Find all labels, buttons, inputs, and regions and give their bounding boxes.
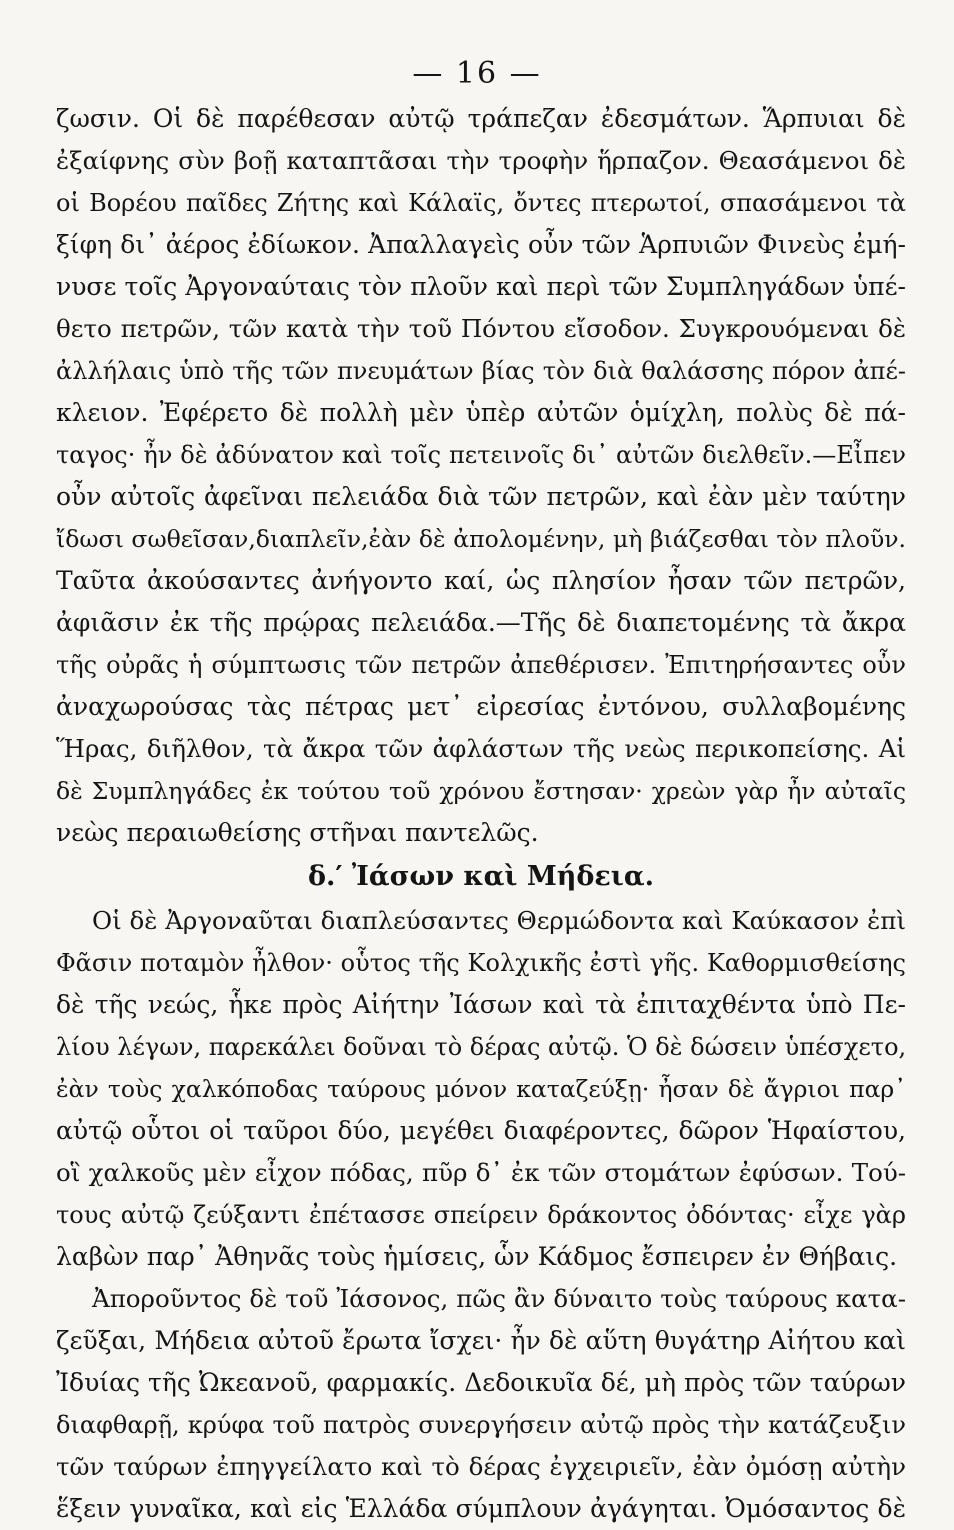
text-line: τῆς οὐρᾶς ἡ σύμπτωσις τῶν πετρῶν ἀπεθέρισεν. Ἐπιτηρήσαντες οὖν [56,651,906,679]
text-line: Οἱ δὲ Ἀργοναῦται διαπλεύσαντες Θερμώδοντα καὶ Καύκασον ἐπὶ [92,906,906,935]
text-line: ἀλλήλαις ὑπὸ τῆς τῶν πνευμάτων βίας τὸν διὰ θαλάσσης πόρον ἀπέ- [56,357,906,385]
text-line: ἐὰν τοὺς χαλκόποδας ταύρους μόνον καταζεύξῃ· ἦσαν δὲ ἄγριοι παρ᾽ [56,1075,906,1103]
text-line: οὖν αὐτοῖς ἀφεῖναι πελειάδα διὰ τῶν πετρῶν, καὶ ἐὰν μὲν ταύτην [56,482,906,511]
text-line: ζωσιν. Οἱ δὲ παρέθεσαν αὐτῷ τράπεζαν ἐδεσμάτων. Ἅρπυιαι δὲ [56,104,906,133]
text-line: ἀναχωρούσας τὰς πέτρας μετ᾽ εἰρεσίας ἐντόνου, συλλαβομένης [56,692,906,721]
text-line: ἴδωσι σωθεῖσαν,διαπλεῖν,ἐὰν δὲ ἀπολομένην, μὴ βιάζεσθαι τὸν πλοῦν. [56,525,906,553]
text-line: Φᾶσιν ποταμὸν ἦλθον· οὗτος τῆς Κολχικῆς ἐστὶ γῆς. Καθορμισθείσης [56,949,906,977]
text-line: δὲ Συμπληγάδες ἐκ τούτου τοῦ χρόνου ἔστησαν· χρεὼν γὰρ ἦν αὐταῖς [56,777,906,805]
page-body [56,98,906,1530]
paragraph-3 [56,1278,906,1530]
text-line: Ἀποροῦντος δὲ τοῦ Ἰάσονος, πῶς ἂν δύναιτο τοὺς ταύρους κατα- [92,1284,906,1313]
text-line: νυσε τοῖς Ἀργοναύταις τὸν πλοῦν καὶ περὶ τῶν Συμπληγάδων ὑπέ- [56,272,906,301]
text-line: ἀφιᾶσιν ἐκ τῆς πρῴρας πελειάδα.—Τῆς δὲ διαπετομένης τὰ ἄκρα [56,608,906,637]
text-line: Ἰδυίας τῆς Ὠκεανοῦ, φαρμακίς. Δεδοικυῖα δέ, μὴ πρὸς τῶν ταύρων [56,1368,906,1397]
text-line: Ἥρας, διῆλθον, τὰ ἄκρα τῶν ἀφλάστων τῆς νεὼς περικοπείσης. Αἱ [56,734,906,763]
text-line: ξίφη δι᾽ ἀέρος ἐδίωκον. Ἀπαλλαγεὶς οὖν τῶν Ἁρπυιῶν Φινεὺς ἐμή- [56,230,906,259]
text-line: Ταῦτα ἀκούσαντες ἀνήγοντο καί, ὡς πλησίον ἦσαν τῶν πετρῶν, [56,566,906,595]
text-line: αὐτῷ οὗτοι οἱ ταῦροι δύο, μεγέθει διαφέροντες, δῶρον Ἡφαίστου, [56,1116,906,1145]
text-line: διαφθαρῇ, κρύφα τοῦ πατρὸς συνεργήσειν αὐτῷ πρὸς τὴν κατάζευξιν [56,1411,906,1439]
text-line: ζεῦξαι, Μήδεια αὐτοῦ ἔρωτα ἴσχει· ἦν δὲ αὕτη θυγάτηρ Αἰήτου καὶ [56,1326,906,1355]
text-line: θετο πετρῶν, τῶν κατὰ τὴν τοῦ Πόντου εἴσοδον. Συγκρουόμεναι δὲ [56,314,906,343]
paragraph-1 [56,98,906,854]
text-line: κλειον. Ἐφέρετο δὲ πολλὴ μὲν ὑπὲρ αὐτῶν ὁμίχλη, πολὺς δὲ πά- [56,398,906,427]
text-line: ἕξειν γυναῖκα, καὶ εἰς Ἑλλάδα σύμπλουν ἀγάγηται. Ὀμόσαντος δὲ [56,1494,906,1523]
text-line: λίου λέγων, παρεκάλει δοῦναι τὸ δέρας αὐτῷ. Ὁ δὲ δώσειν ὑπέσχετο, [56,1033,906,1061]
text-line: νεὼς περαιωθείσης στῆναι παντελῶς. [56,818,539,847]
text-line: λαβὼν παρ᾽ Ἀθηνᾶς τοὺς ἡμίσεις, ὧν Κάδμος ἔσπειρεν ἐν Θήβαις. [56,1242,898,1271]
text-line: ταγος· ἦν δὲ ἀδύνατον καὶ τοῖς πετεινοῖς δι᾽ αὐτῶν διελθεῖν.—Εἶπεν [56,441,906,469]
text-line: δὲ τῆς νεώς, ἧκε πρὸς Αἰήτην Ἰάσων καὶ τὰ ἐπιταχθέντα ὑπὸ Πε- [56,990,906,1019]
text-line: τους αὐτῷ ζεύξαντι ἐπέτασσε σπείρειν δράκοντος ὀδόντας· εἶχε γὰρ [56,1201,906,1229]
paragraph-2 [56,900,906,1278]
text-line: τῶν ταύρων ἐπηγγείλατο καὶ τὸ δέρας ἐγχειριεῖν, ἐὰν ὀμόσῃ αὐτὴν [56,1452,906,1481]
page-number: — 16 — [412,56,542,91]
text-line: οἳ χαλκοῦς μὲν εἶχον πόδας, πῦρ δ᾽ ἐκ τῶν στομάτων ἐφύσων. Τού- [56,1158,906,1187]
section-heading: δ.′ Ἰάσων καὶ Μήδεια. [307,861,655,892]
text-line: οἱ Βορέου παῖδες Ζήτης καὶ Κάλαϊς, ὄντες πτερωτοί, σπασάμενοι τὰ [56,189,906,217]
text-line: ἐξαίφνης σὺν βοῇ καταπτᾶσαι τὴν τροφὴν ἥρπαζον. Θεασάμενοι δὲ [56,146,906,175]
